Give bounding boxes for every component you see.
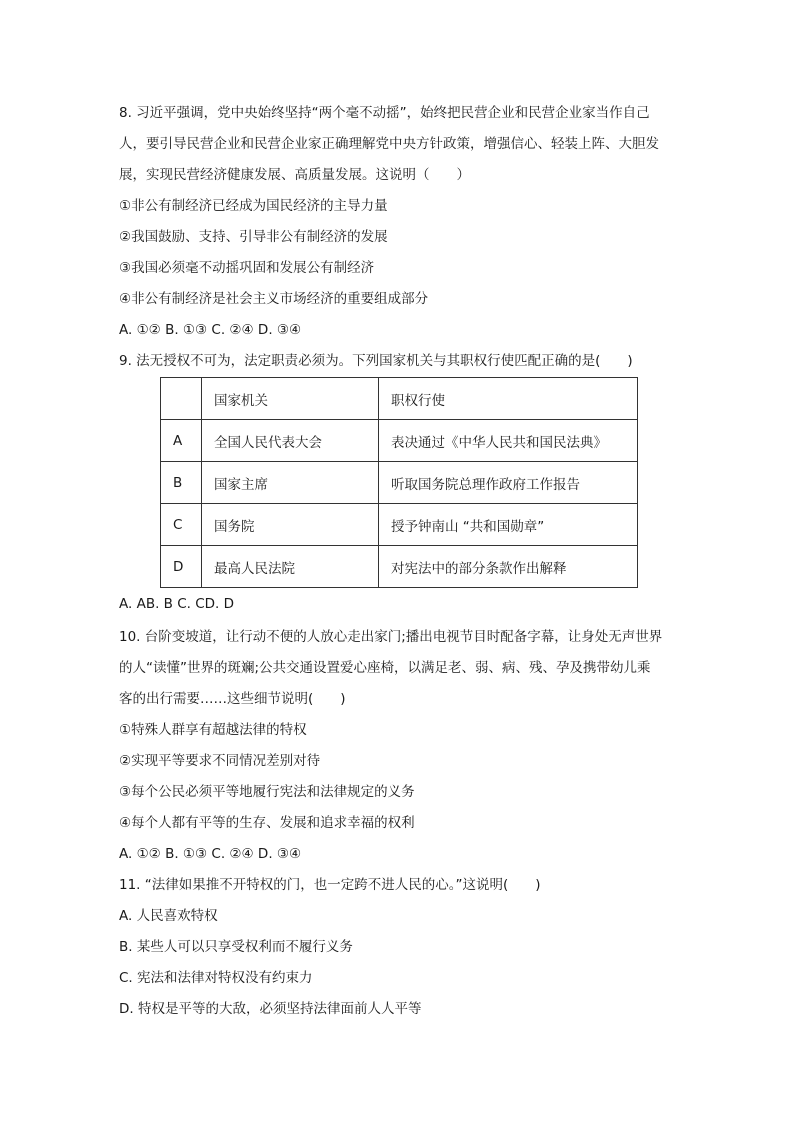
- q8-stem-line-1: 8. 习近平强调，党中央始终坚持“两个毫不动摇”，始终把民营企业和民营企业家当作自己: [119, 105, 650, 121]
- table-cell: 表决通过《中华人民共和国民法典》: [379, 420, 638, 462]
- q8-item-3: ③我国必须毫不动摇巩固和发展公有制经济: [119, 260, 375, 276]
- q10-stem-line-2: 的人“读懂”世界的斑斓;公共交通设置爱心座椅，以满足老、弱、病、残、孕及携带幼儿乘: [119, 660, 651, 676]
- table-cell: C: [161, 504, 202, 546]
- table-header-row: [161, 378, 638, 420]
- table-cell: A: [161, 420, 202, 462]
- q11-option-c: C. 宪法和法律对特权没有约束力: [119, 970, 313, 986]
- table-cell: 对宪法中的部分条款作出解释: [379, 546, 638, 588]
- table-cell: 最高人民法院: [202, 546, 379, 588]
- table-cell: B: [161, 462, 202, 504]
- q10-item-2: ②实现平等要求不同情况差别对待: [119, 753, 321, 769]
- q8-stem-line-3: 展，实现民营经济健康发展、高质量发展。这说明（ ）: [119, 167, 470, 183]
- q8-item-2: ②我国鼓励、支持、引导非公有制经济的发展: [119, 229, 388, 245]
- q8-item-4: ④非公有制经济是社会主义市场经济的重要组成部分: [119, 291, 429, 307]
- table-cell: 国务院: [202, 504, 379, 546]
- q11-option-d: D. 特权是平等的大敌，必须坚持法律面前人人平等: [119, 1001, 422, 1017]
- q9-stem: 9. 法无授权不可为，法定职责必须为。下列国家机关与其职权行使匹配正确的是( ): [119, 353, 633, 369]
- q10-options: A. ①② B. ①③ C. ②④ D. ③④: [119, 846, 302, 862]
- table-header-cell: 国家机关: [202, 378, 379, 420]
- table-row: [161, 462, 638, 504]
- table-cell: D: [161, 546, 202, 588]
- q11-option-a: A. 人民喜欢特权: [119, 908, 218, 924]
- q8-item-1: ①非公有制经济已经成为国民经济的主导力量: [119, 198, 388, 214]
- q10-item-1: ①特殊人群享有超越法律的特权: [119, 722, 307, 738]
- q10-item-3: ③每个公民必须平等地履行宪法和法律规定的义务: [119, 784, 415, 800]
- table-cell: 全国人民代表大会: [202, 420, 379, 462]
- q9-options: A. AB. B C. CD. D: [119, 596, 235, 612]
- q8-stem-line-2: 人，要引导民营企业和民营企业家正确理解党中央方针政策，增强信心、轻装上阵、大胆发: [119, 136, 659, 152]
- table-cell: 听取国务院总理作政府工作报告: [379, 462, 638, 504]
- table-row: [161, 504, 638, 546]
- q9-table: [160, 377, 638, 588]
- table-row: [161, 420, 638, 462]
- q8-options: A. ①② B. ①③ C. ②④ D. ③④: [119, 322, 302, 338]
- q11-option-b: B. 某些人可以只享受权利而不履行义务: [119, 939, 353, 955]
- q10-stem-line-3: 客的出行需要……这些细节说明( ): [119, 691, 346, 707]
- q10-stem-line-1: 10. 台阶变坡道，让行动不便的人放心走出家门;播出电视节目时配备字幕，让身处无声世界: [119, 629, 663, 645]
- table-cell: 授予钟南山 “共和国勋章”: [379, 504, 638, 546]
- q11-stem: 11. “法律如果推不开特权的门，也一定跨不进人民的心。”这说明( ): [119, 877, 541, 893]
- q10-item-4: ④每个人都有平等的生存、发展和追求幸福的权利: [119, 815, 415, 831]
- table-cell: 国家主席: [202, 462, 379, 504]
- table-header-cell: [161, 378, 202, 420]
- table-row: [161, 546, 638, 588]
- table-header-cell: 职权行使: [379, 378, 638, 420]
